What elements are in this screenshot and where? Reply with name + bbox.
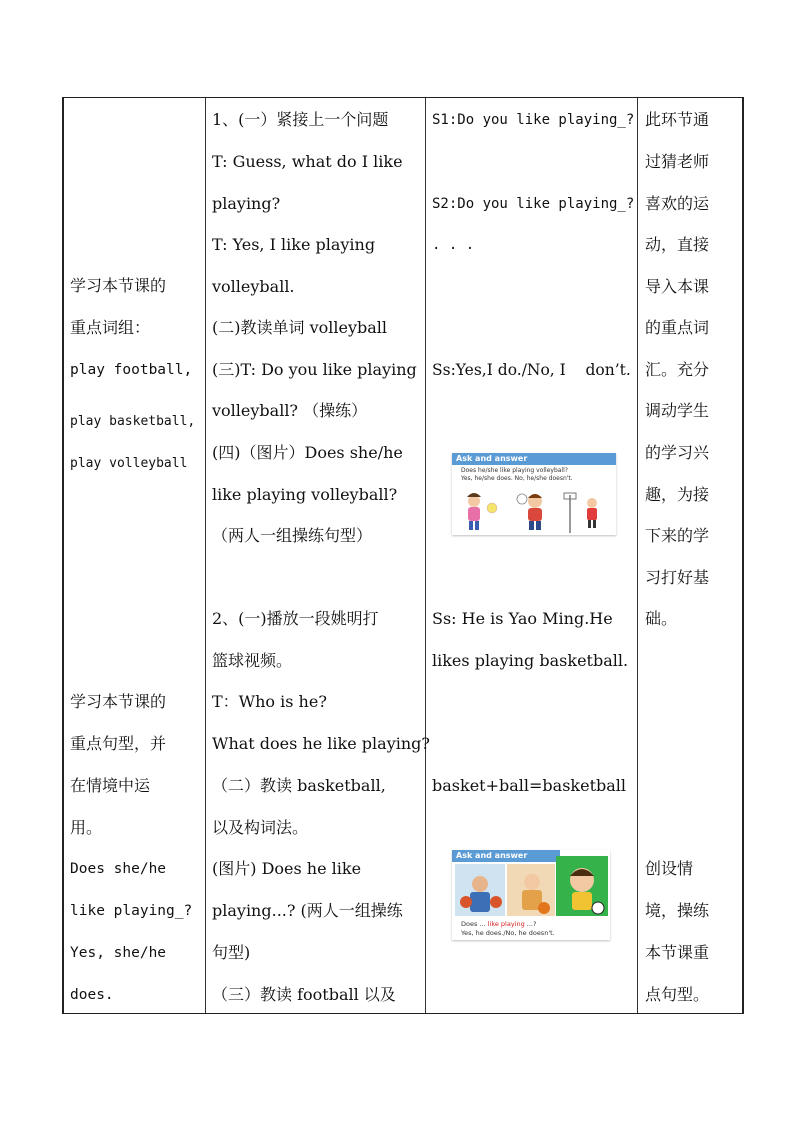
design-intent-text: 趣，为接 [645,485,710,504]
design-intent-text: 境，操练 [645,901,710,920]
design-intent-text: 础。 [645,609,678,628]
objective-text: 学习本节课的 [70,276,167,295]
teacher-activity-line: （二）教读 basketball, [212,776,386,795]
objective-text: 用。 [70,818,103,837]
objective-text: 重点句型，并 [70,734,167,753]
teacher-activity-line: 句型) [212,943,251,962]
word-formation-text: basket+ball=basketball [432,776,627,795]
design-intent-text: 习打好基 [645,568,710,587]
teacher-activity-line: What does he like playing? [212,734,430,753]
teacher-activity-line: 1、(一）紧接上一个问题 [212,110,389,129]
design-intent-text: 点句型。 [645,985,710,1004]
teacher-activity-line: (四)（图片）Does she/he [212,443,403,462]
objective-text: 学习本节课的 [70,692,167,711]
phrase-text: play football, [70,362,193,378]
phrase-text: play volleyball [70,456,188,471]
design-intent-text: 导入本课 [645,277,710,296]
teacher-activity-line: 篮球视频。 [212,651,293,670]
student-dialogue-line: S1:Do you like playing_? [432,112,635,128]
design-intent-text: 汇。充分 [645,360,710,379]
teacher-activity-line: （两人一组操练句型） [212,526,373,545]
student-dialogue-line: likes playing basketball. [432,651,629,670]
objective-text: 在情境中运 [70,776,151,795]
student-dialogue-line: S2:Do you like playing_? [432,196,635,212]
design-intent-text: 过猜老师 [645,152,710,171]
picture-caption: Does ... like playing ...? [461,920,537,928]
teacher-activity-line: playing? [212,194,281,213]
picture-caption: Yes, he does./No, he doesn't. [461,929,555,937]
design-intent-text: 喜欢的运 [645,194,710,213]
teacher-activity-line: T：Who is he? [212,692,327,711]
design-intent-text: 下来的学 [645,526,710,545]
phrase-text: play basketball, [70,414,196,429]
ellipsis-text: . . . [432,237,475,253]
picture-title: Ask and answer [456,851,528,860]
design-intent-text: 的学习兴 [645,443,710,462]
design-intent-text: 创设情 [645,859,694,878]
teacher-activity-line: like playing volleyball? [212,485,398,504]
column-divider [205,98,206,1013]
student-dialogue-line: Ss: He is Yao Ming.He [432,609,613,628]
teacher-activity-line: (三)T: Do you like playing [212,360,417,379]
teacher-activity-line: (图片) Does he like [212,859,362,878]
student-dialogue-line: Ss:Yes,I do./No, I don’t. [432,361,631,379]
design-intent-text: 的重点词 [645,318,710,337]
teacher-activity-line: (二)教读单词 volleyball [212,318,388,337]
column-divider [637,98,638,1013]
picture-title: Ask and answer [456,454,528,463]
teacher-activity-line: 2、(一)播放一段姚明打 [212,609,379,628]
objective-text: 重点词组： [70,318,151,337]
teacher-activity-line: T: Yes, I like playing [212,235,376,254]
teacher-activity-line: playing...? (两人一组操练 [212,901,403,920]
picture-caption: Does he/she like playing volleyball? [461,467,568,474]
sentence-pattern-text: like playing_? [70,903,193,919]
design-intent-text: 调动学生 [645,401,710,420]
design-intent-text: 动，直接 [645,235,710,254]
teacher-activity-line: T: Guess, what do I like [212,152,403,171]
volleyball-picture [452,453,616,535]
teacher-activity-line: volleyball. [212,277,295,296]
teacher-activity-line: （三）教读 football 以及 [212,985,396,1004]
column-divider [425,98,426,1013]
picture-caption: Yes, he/she does. No, he/she doesn't. [461,475,573,482]
kids-playing-illustration [452,453,616,535]
design-intent-text: 此环节通 [645,110,710,129]
sentence-pattern-text: does. [70,987,114,1003]
sentence-pattern-text: Does she/he [70,861,167,877]
teacher-activity-line: 以及构词法。 [212,818,309,837]
teacher-activity-line: volleyball? （操练） [212,401,368,420]
sentence-pattern-text: Yes, she/he [70,945,167,961]
design-intent-text: 本节课重 [645,943,710,962]
basketball-picture [452,850,610,940]
